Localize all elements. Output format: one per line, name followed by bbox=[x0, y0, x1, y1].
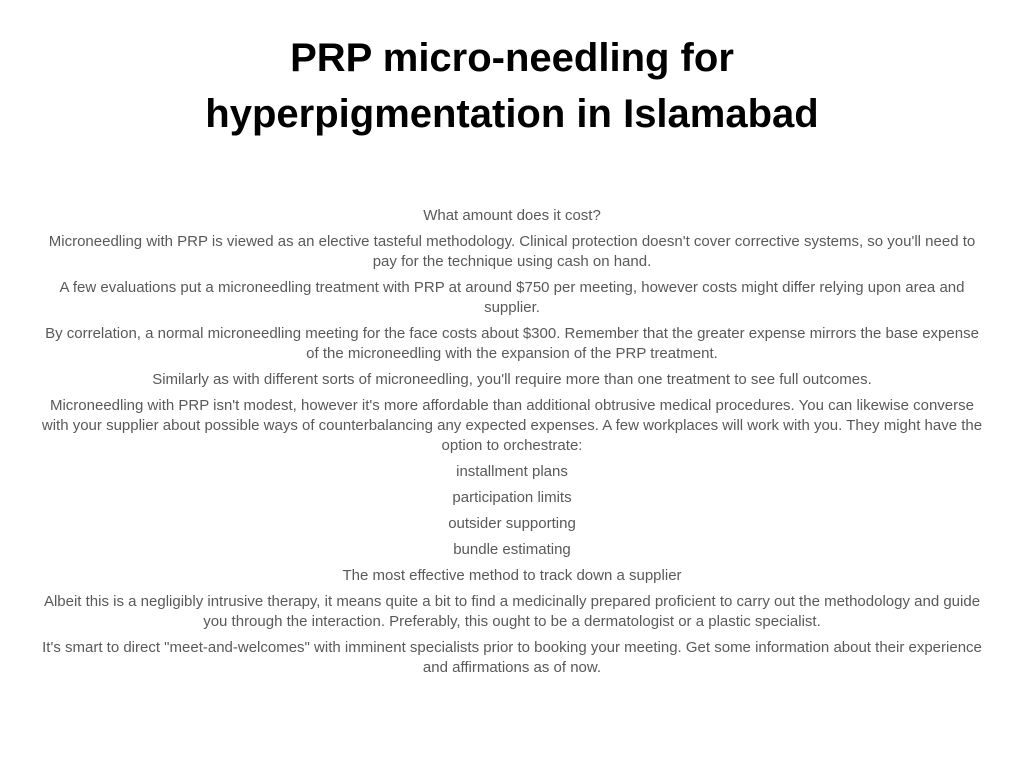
slide-title-line-1: PRP micro-needling for bbox=[290, 36, 734, 80]
list-item-bundle-estimating: bundle estimating bbox=[453, 541, 571, 558]
paragraph-correlation: By correlation, a normal microneedling meeting for the face costs about $300. Remember that the greater expense mirrors the base expense of the microneedling with the expansion of the PRP treatment. bbox=[45, 325, 979, 362]
slide-title-line-2: hyperpigmentation in Islamabad bbox=[205, 92, 819, 136]
paragraph-affordability: Microneedling with PRP isn't modest, however it's more affordable than additional obtrusive medical procedures. You can likewise converse with your supplier about possible ways of counterbalancing any expected expenses. A few workplaces will work with you. They might have the option to orchestrate: bbox=[41, 397, 983, 454]
slide-body bbox=[40, 206, 984, 684]
paragraph-evaluations: A few evaluations put a microneedling treatment with PRP at around $750 per meeting, however costs might differ relying upon area and supplier. bbox=[59, 279, 965, 316]
list-item-outsider-supporting: outsider supporting bbox=[448, 515, 576, 532]
paragraph-multiple-treatments: Similarly as with different sorts of microneedling, you'll require more than one treatment to see full outcomes. bbox=[152, 371, 872, 388]
paragraph-find-professional: Albeit this is a negligibly intrusive therapy, it means quite a bit to find a medicinally prepared proficient to carry out the methodology and guide you through the interaction. Preferably, this ought to be a dermatologist or a plastic specialist. bbox=[43, 593, 981, 630]
slide-title bbox=[60, 30, 964, 142]
list-item-participation-limits: participation limits bbox=[452, 489, 572, 506]
paragraph-supplier-heading: The most effective method to track down a supplier bbox=[342, 567, 682, 584]
list-item-installment-plans: installment plans bbox=[456, 463, 568, 480]
paragraph-cost-heading: What amount does it cost? bbox=[423, 207, 601, 224]
paragraph-elective: Microneedling with PRP is viewed as an elective tasteful methodology. Clinical protection doesn't cover corrective systems, so you'll need to pay for the technique using cash on hand. bbox=[48, 233, 976, 270]
paragraph-meet-and-welcomes: It's smart to direct "meet-and-welcomes" with imminent specialists prior to booking your meeting. Get some information about their experience and affirmations as of now. bbox=[42, 639, 982, 676]
